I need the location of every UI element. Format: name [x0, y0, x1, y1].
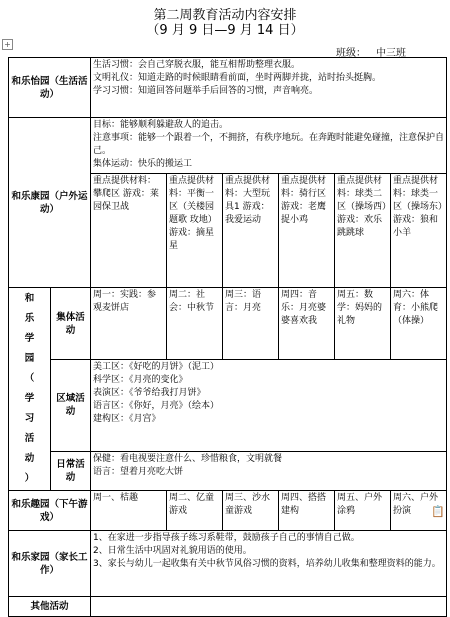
- health-zone: 重点提供材料：骑行区 游戏：老鹰捉小鸡: [279, 174, 335, 288]
- area-content: [91, 360, 447, 452]
- family-line: 2、日常生活中巩固对礼貌用语的使用。: [93, 546, 252, 556]
- daily-activity-label: 日常活动: [51, 451, 91, 490]
- afternoon-day: 周二、亿童游戏: [167, 491, 223, 531]
- group-day: 周一：实践：参观麦饼店: [91, 288, 167, 360]
- health-zone: 重点提供材料：大型玩具1 游戏：我爱运动: [223, 174, 279, 288]
- daily-content: [91, 451, 447, 490]
- health-zone: 重点提供材料：平衡一区（关楼园 题歌 玫地）游戏：摘星星: [167, 174, 223, 288]
- schedule-table: [8, 57, 447, 617]
- life-line: 生活习惯：会自己穿脱衣服，能互相帮助整理衣服。: [93, 60, 301, 70]
- health-section-label: 和乐康园（户外运动）: [9, 118, 91, 288]
- group-day: 周五：数学：妈妈的礼物: [335, 288, 391, 360]
- afternoon-day: 周三、沙水童游戏: [223, 491, 279, 531]
- life-section-label: 和乐怡园（生活活动）: [9, 58, 91, 118]
- page-title: 第二周教育活动内容安排: [153, 8, 297, 23]
- date-range: （9 月 9 日—9 月 14 日）: [146, 23, 304, 38]
- health-line: 目标：能够顺利躲避敌人的追击。: [93, 120, 229, 130]
- health-zone: 重点提供材料：攀爬区 游戏：莱园保卫战: [91, 174, 167, 288]
- family-line: 1、在家进一步指导孩子练习系鞋带，鼓励孩子自己的事情自己做。: [93, 533, 360, 543]
- area-line: 科学区：《月亮的变化》: [93, 375, 188, 386]
- paste-options-icon[interactable]: 📋: [431, 505, 445, 518]
- area-line: 建构区：《月宫》: [93, 414, 161, 425]
- family-content: [91, 531, 447, 597]
- afternoon-day: 周六、户外扮演: [391, 491, 447, 531]
- life-content: [91, 58, 447, 118]
- health-goals: [91, 118, 447, 174]
- area-line: 语言区：《你好，月亮》（绘本）: [93, 401, 220, 412]
- area-line: 美工区：《好吃的月饼》（泥工）: [93, 362, 220, 373]
- family-section-label: 和乐家园（家长工作）: [9, 531, 91, 597]
- other-section-label: 其他活动: [9, 597, 91, 617]
- group-day: 周二：社会：中秋节: [167, 288, 223, 360]
- afternoon-day: 周五、户外涂鸦: [335, 491, 391, 531]
- life-line: 学习习惯：知道回答问题举手后回答的习惯，声音响亮。: [93, 86, 319, 96]
- afternoon-day: 周四、搭搭建构: [279, 491, 335, 531]
- group-activity-label: 集体活动: [51, 288, 91, 360]
- group-day: 周六：体育：小熊爬（体操）: [391, 288, 447, 360]
- study-section-label: 和 乐 学 园 （ 学 习 活 动 ）: [9, 288, 51, 491]
- afternoon-section-label: 和乐趣园（下午游戏）: [9, 491, 91, 531]
- class-label: 班级：: [336, 48, 366, 59]
- group-day: 周三：语言：月亮: [223, 288, 279, 360]
- area-line: 表演区：《爷爷给我打月饼》: [93, 388, 206, 399]
- family-line: 3、家长与幼儿一起收集有关中秋节风俗习惯的资料，培养幼儿收集和整理资料的能力。: [93, 559, 441, 569]
- health-line: 注意事项：能够一个跟着一个，不拥挤，有秩序地玩。在奔跑时能避免碰撞，注意保护自己。: [93, 133, 445, 156]
- health-zone: 重点提供材料：球类二区（操场西）游戏：欢乐跳跳球: [335, 174, 391, 288]
- group-day: 周四：音乐：月亮婆婆喜欢我: [279, 288, 335, 360]
- daily-line: 保健：看电视要注意什么、珍惜粮食，文明就餐: [93, 453, 283, 464]
- daily-line: 语言：望着月亮吃大饼: [93, 466, 184, 477]
- class-name: 中三班: [376, 48, 406, 59]
- life-line: 文明礼仪：知道走路的时候眼睛看前面，坐时两脚并拢，站时抬头挺胸。: [93, 73, 382, 83]
- table-move-handle[interactable]: +: [2, 39, 13, 50]
- area-activity-label: 区域活动: [51, 360, 91, 452]
- afternoon-day: 周一、桔趣: [91, 491, 167, 531]
- health-zone: 重点提供材料：球类一区（操场东）游戏：狼和小羊: [391, 174, 447, 288]
- health-line: 集体运动：快乐的搬运工: [93, 159, 193, 169]
